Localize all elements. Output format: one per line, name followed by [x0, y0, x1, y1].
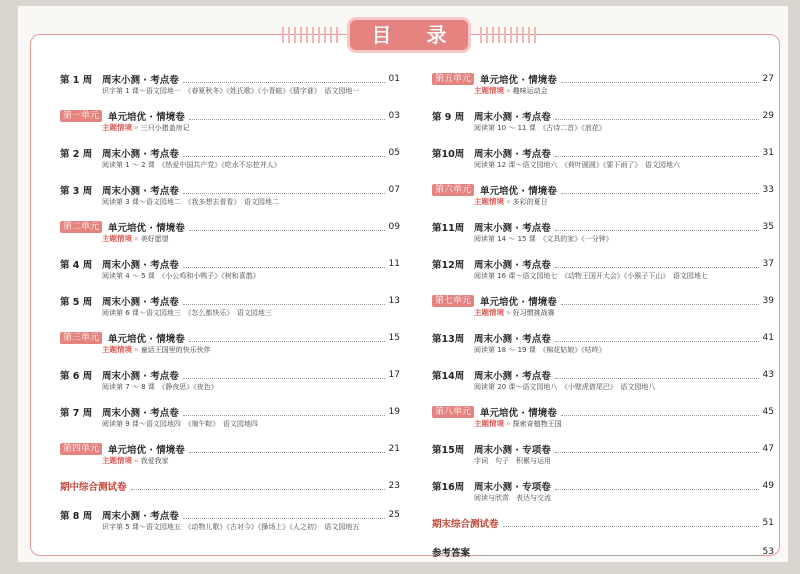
- dot-leader: [555, 223, 759, 231]
- theme-line: [102, 344, 400, 356]
- chevron-right-icon: »: [506, 308, 511, 317]
- section-title: 周末小测 · 专项卷: [474, 481, 551, 493]
- week-number: 第11周: [432, 222, 465, 234]
- lesson-list: 识字第 1 课～语文园地一 《春夏秋冬》《姓氏歌》《小青蛙》《猜字谜》 语文园地一: [102, 87, 360, 95]
- section-title: 周末小测 · 考点卷: [474, 111, 551, 123]
- week-number: 第 4 周: [60, 259, 93, 271]
- section-title: 周末小测 · 考点卷: [474, 333, 551, 345]
- lesson-list: 阅读第 18 ～ 19 课 《棉花姑娘》《咕咚》: [474, 346, 606, 354]
- dot-leader: [555, 149, 759, 157]
- dot-leader: [183, 371, 385, 379]
- unit-badge: 第三单元: [60, 332, 102, 344]
- page-number: 51: [762, 517, 774, 528]
- page-number: 33: [762, 184, 774, 195]
- toc-row: [432, 257, 774, 270]
- theme-text: 美好愿望: [140, 235, 169, 243]
- toc-row: [432, 220, 774, 233]
- section-title: 周末小测 · 考点卷: [474, 370, 551, 382]
- toc-row: [432, 294, 774, 307]
- unit-badge: 第七单元: [432, 295, 474, 307]
- chevron-right-icon: »: [506, 419, 511, 428]
- toc-row: [60, 331, 400, 344]
- toc-entry[interactable]: [60, 294, 400, 319]
- dot-leader: [503, 519, 759, 527]
- toc-left-column: [60, 72, 400, 545]
- toc-entry[interactable]: [60, 405, 400, 430]
- week-number: 第 3 周: [60, 185, 93, 197]
- toc-entry[interactable]: [432, 479, 774, 504]
- toc-row: [432, 183, 774, 196]
- page-number: 37: [762, 258, 774, 269]
- theme-line: [102, 122, 400, 134]
- theme-label: 主题情境: [102, 345, 132, 354]
- dot-leader: [183, 149, 385, 157]
- toc-entry[interactable]: [432, 294, 774, 319]
- toc-row: [432, 331, 774, 344]
- theme-label: 主题情境: [102, 123, 132, 132]
- section-title: 周末小测 · 考点卷: [102, 296, 179, 308]
- unit-badge: 第四单元: [60, 443, 102, 455]
- section-title: 单元培优 · 情境卷: [108, 444, 185, 456]
- theme-text: 多彩的夏日: [512, 198, 548, 206]
- week-number: 第12周: [432, 259, 465, 271]
- theme-text: 三只小猪盖房记: [140, 124, 190, 132]
- toc-row: [432, 109, 774, 122]
- theme-label: 主题情境: [474, 86, 504, 95]
- lesson-list: 阅读第 4 ～ 5 课 《小公鸡和小鸭子》《树和喜鹊》: [102, 272, 260, 280]
- chevron-right-icon: »: [134, 234, 139, 243]
- section-title: 周末小测 · 考点卷: [474, 259, 551, 271]
- dot-leader: [474, 548, 759, 556]
- theme-text: 趣味运动会: [512, 87, 548, 95]
- toc-entry[interactable]: [432, 109, 774, 134]
- toc-row: [432, 146, 774, 159]
- theme-text: 童话王国里的快乐伙伴: [140, 346, 211, 354]
- unit-badge: 第八单元: [432, 406, 474, 418]
- section-title: 周末小测 · 考点卷: [102, 185, 179, 197]
- section-title: 周末小测 · 考点卷: [102, 370, 179, 382]
- toc-row: [432, 516, 774, 529]
- theme-label: 主题情境: [102, 234, 132, 243]
- section-title: 单元培优 · 情境卷: [108, 111, 185, 123]
- toc-entry[interactable]: [432, 146, 774, 171]
- toc-entry[interactable]: [60, 220, 400, 245]
- dot-leader: [555, 260, 759, 268]
- lesson-list: 阅读与欣赏 表达与交流: [474, 494, 551, 502]
- toc-row: [60, 442, 400, 455]
- toc-entry[interactable]: [432, 331, 774, 356]
- chevron-right-icon: »: [506, 86, 511, 95]
- theme-text: 探索奇植物王国: [512, 420, 562, 428]
- week-number: 第 8 周: [60, 510, 93, 522]
- toc-entry[interactable]: [432, 516, 774, 529]
- toc-row: [60, 146, 400, 159]
- dot-leader: [555, 334, 759, 342]
- page-number: 13: [388, 295, 400, 306]
- page-number: 31: [762, 147, 774, 158]
- toc-entry[interactable]: [432, 220, 774, 245]
- toc-row: [60, 109, 400, 122]
- lesson-list: 阅读第 10 ～ 11 课 《古诗二首》《浪花》: [474, 124, 606, 132]
- page-number: 03: [388, 110, 400, 121]
- section-title: 周末小测 · 专项卷: [474, 444, 551, 456]
- page-number: 29: [762, 110, 774, 121]
- week-number: 第 7 周: [60, 407, 93, 419]
- dot-leader: [131, 482, 385, 490]
- lesson-list: 阅读第 3 课～语文园地二 《我多想去看看》 语文园地二: [102, 198, 279, 206]
- toc-entry[interactable]: [60, 109, 400, 134]
- lesson-list: 阅读第 9 课～语文园地四 《端午粽》 语文园地四: [102, 420, 258, 428]
- page-number: 45: [762, 406, 774, 417]
- page-number: 17: [388, 369, 400, 380]
- page-number: 39: [762, 295, 774, 306]
- page-number: 43: [762, 369, 774, 380]
- page-number: 09: [388, 221, 400, 232]
- week-number: 第16周: [432, 481, 465, 493]
- dot-leader: [183, 511, 385, 519]
- chevron-right-icon: »: [506, 197, 511, 206]
- toc-row: [60, 257, 400, 270]
- toc-entry[interactable]: [60, 257, 400, 282]
- toc-row: [432, 479, 774, 492]
- week-number: 第 1 周: [60, 74, 93, 86]
- toc-entry[interactable]: [432, 257, 774, 282]
- unit-badge: 第六单元: [432, 184, 474, 196]
- theme-text: 我爱我家: [140, 457, 169, 465]
- page-number: 35: [762, 221, 774, 232]
- section-title: 周末小测 · 考点卷: [102, 259, 179, 271]
- theme-label: 主题情境: [102, 456, 132, 465]
- page-number: 53: [762, 546, 774, 557]
- exam-title: 期末综合测试卷: [432, 518, 499, 530]
- section-title: 单元培优 · 情境卷: [480, 185, 557, 197]
- dot-leader: [189, 445, 385, 453]
- lesson-list: 阅读第 7 ～ 8 课 《静夜思》《夜色》: [102, 383, 218, 391]
- toc-entry[interactable]: [432, 183, 774, 208]
- theme-line: [474, 307, 774, 319]
- theme-line: [474, 196, 774, 208]
- lesson-list: 阅读第 16 课～语文园地七 《动物王国开大会》《小猴子下山》 语文园地七: [474, 272, 708, 280]
- theme-line: [474, 418, 774, 430]
- theme-line: [102, 455, 400, 467]
- dot-leader: [555, 371, 759, 379]
- section-title: 单元培优 · 情境卷: [480, 296, 557, 308]
- section-title: 单元培优 · 情境卷: [108, 222, 185, 234]
- week-number: 第15周: [432, 444, 465, 456]
- toc-row: [432, 368, 774, 381]
- dot-leader: [561, 75, 759, 83]
- page-number: 07: [388, 184, 400, 195]
- page-number: 19: [388, 406, 400, 417]
- dot-leader: [561, 408, 759, 416]
- week-number: 第13周: [432, 333, 465, 345]
- unit-badge: 第一单元: [60, 110, 102, 122]
- dot-leader: [561, 297, 759, 305]
- toc-entry[interactable]: [432, 72, 774, 97]
- section-title: 周末小测 · 考点卷: [102, 74, 179, 86]
- toc-row: [432, 405, 774, 418]
- lesson-list: 阅读第 20 课～语文园地八 《小壁虎借尾巴》 语文园地八: [474, 383, 656, 391]
- page-number: 21: [388, 443, 400, 454]
- dot-leader: [561, 186, 759, 194]
- week-number: 第14周: [432, 370, 465, 382]
- toc-row: [60, 479, 400, 492]
- toc-entry[interactable]: [432, 545, 774, 558]
- toc-row: [60, 183, 400, 196]
- section-title: 周末小测 · 考点卷: [474, 222, 551, 234]
- lesson-list: 阅读第 1 ～ 2 课 《热爱中国共产党》《吃水不忘挖井人》: [102, 161, 281, 169]
- lesson-list: 识字第 5 课～语文园地五 《动物儿歌》《古对今》《操场上》《人之初》 语文园地五: [102, 523, 360, 531]
- toc-entry[interactable]: [432, 405, 774, 430]
- section-title: 单元培优 · 情境卷: [480, 74, 557, 86]
- toc-row: [432, 72, 774, 85]
- dot-leader: [555, 445, 759, 453]
- toc-row: [60, 508, 400, 521]
- dot-leader: [189, 334, 385, 342]
- lesson-list: 阅读第 12 课～语文园地六 《荷叶圆圆》《要下雨了》 语文园地六: [474, 161, 680, 169]
- chevron-right-icon: »: [134, 456, 139, 465]
- toc-row: [60, 405, 400, 418]
- page-number: 11: [388, 258, 400, 269]
- toc-row: [60, 72, 400, 85]
- toc-row: [432, 442, 774, 455]
- theme-line: [474, 85, 774, 97]
- toc-entry[interactable]: [60, 331, 400, 356]
- week-number: 第10周: [432, 148, 465, 160]
- toc-entry[interactable]: [60, 183, 400, 208]
- unit-badge: 第二单元: [60, 221, 102, 233]
- section-title: 周末小测 · 考点卷: [102, 148, 179, 160]
- lesson-list: 阅读第 14 ～ 15 课 《文具的家》《一分钟》: [474, 235, 613, 243]
- page-number: 27: [762, 73, 774, 84]
- toc-entry[interactable]: [60, 508, 400, 533]
- page-number: 05: [388, 147, 400, 158]
- toc-row: [432, 545, 774, 558]
- title-decoration-left: [282, 27, 342, 43]
- week-number: 第 6 周: [60, 370, 93, 382]
- page-number: 49: [762, 480, 774, 491]
- toc-row: [60, 220, 400, 233]
- toc-row: [60, 368, 400, 381]
- week-number: 第 2 周: [60, 148, 93, 160]
- dot-leader: [555, 482, 759, 490]
- chevron-right-icon: »: [134, 123, 139, 132]
- page-title: 目 录: [350, 20, 468, 50]
- toc-entry[interactable]: [60, 442, 400, 467]
- toc-row: [60, 294, 400, 307]
- toc-entry[interactable]: [60, 72, 400, 97]
- dot-leader: [183, 297, 385, 305]
- title-decoration-right: [480, 27, 540, 43]
- theme-label: 主题情境: [474, 197, 504, 206]
- lesson-list: 阅读第 6 课～语文园地三 《怎么都快乐》 语文园地三: [102, 309, 272, 317]
- page-number: 01: [388, 73, 400, 84]
- toc-entry[interactable]: [60, 146, 400, 171]
- dot-leader: [189, 112, 385, 120]
- theme-label: 主题情境: [474, 308, 504, 317]
- chevron-right-icon: »: [134, 345, 139, 354]
- toc-right-column: [432, 72, 774, 574]
- toc-entry[interactable]: [432, 368, 774, 393]
- section-title: 周末小测 · 考点卷: [474, 148, 551, 160]
- unit-badge: 第五单元: [432, 73, 474, 85]
- theme-text: 好习惯挑战赛: [512, 309, 555, 317]
- page-number: 25: [388, 509, 400, 520]
- section-title: 周末小测 · 考点卷: [102, 510, 179, 522]
- week-number: 第 9 周: [432, 111, 465, 123]
- dot-leader: [183, 186, 385, 194]
- page-number: 15: [388, 332, 400, 343]
- page-number: 41: [762, 332, 774, 343]
- dot-leader: [189, 223, 385, 231]
- section-title: 单元培优 · 情境卷: [480, 407, 557, 419]
- theme-label: 主题情境: [474, 419, 504, 428]
- dot-leader: [183, 408, 385, 416]
- exam-title: 期中综合测试卷: [60, 481, 127, 493]
- page-number: 47: [762, 443, 774, 454]
- page-number: 23: [388, 480, 400, 491]
- section-title: 参考答案: [432, 547, 471, 559]
- theme-line: [102, 233, 400, 245]
- week-number: 第 5 周: [60, 296, 93, 308]
- section-title: 周末小测 · 考点卷: [102, 407, 179, 419]
- dot-leader: [183, 260, 385, 268]
- dot-leader: [183, 75, 385, 83]
- section-title: 单元培优 · 情境卷: [108, 333, 185, 345]
- toc-entry[interactable]: [432, 442, 774, 467]
- toc-entry[interactable]: [60, 368, 400, 393]
- lesson-list: 字词 句子 积累与运用: [474, 457, 551, 465]
- toc-entry[interactable]: [60, 479, 400, 492]
- dot-leader: [555, 112, 759, 120]
